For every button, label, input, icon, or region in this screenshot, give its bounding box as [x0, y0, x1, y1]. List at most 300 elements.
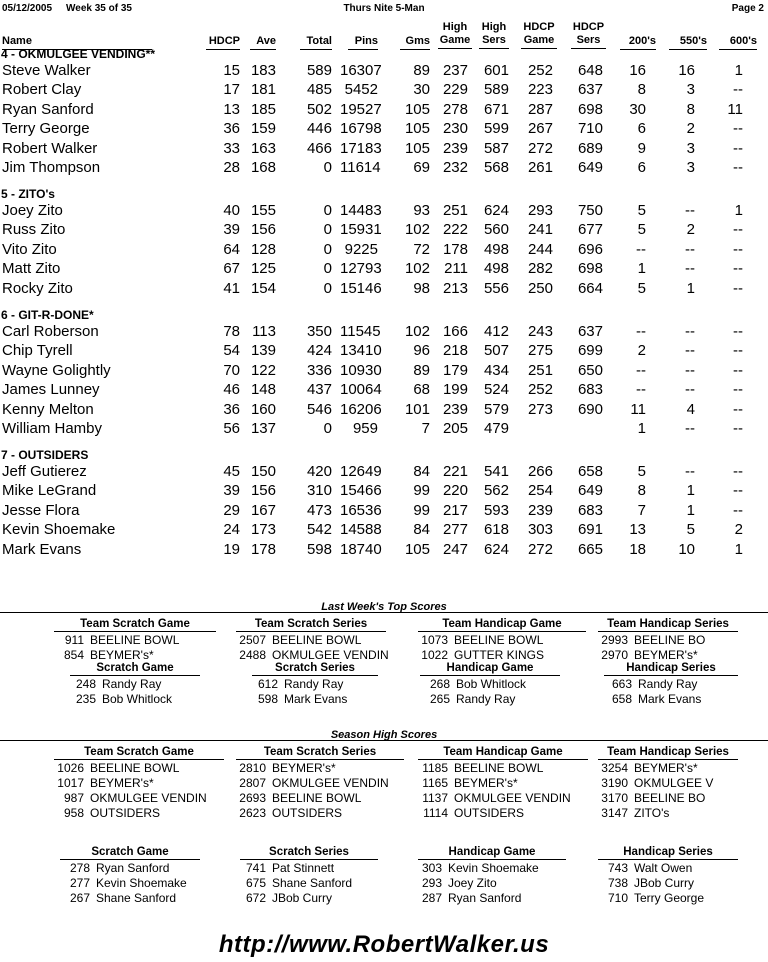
cell-pins: 11614: [340, 159, 381, 176]
score-row: [240, 876, 378, 891]
cell-ave: 168: [250, 159, 276, 176]
cell-hcg: 273: [527, 400, 553, 418]
cell-ave: 150: [250, 463, 276, 480]
cell-c600: 1: [734, 540, 743, 558]
score-value: 1165: [422, 776, 448, 790]
cell-ave: 137: [250, 420, 276, 437]
score-block: [598, 618, 738, 663]
cell-c550: 3: [686, 139, 695, 157]
cell-pins: 10930: [340, 361, 382, 379]
cell-pins: 16536: [340, 501, 382, 519]
cell-c550: 5: [686, 521, 695, 539]
cell-hcs: 691: [577, 521, 603, 539]
score-value: 303: [421, 861, 442, 875]
cell-hcs: 690: [577, 400, 603, 418]
score-value: 1114: [423, 806, 448, 820]
score-holder: BEYMER's*: [634, 648, 698, 662]
cell-gms: 99: [413, 482, 430, 500]
cell-hcs: 665: [577, 540, 603, 558]
cell-ave: 167: [250, 501, 276, 519]
cell-hdcp: 46: [223, 381, 240, 399]
col-high-series-line1: High: [481, 21, 507, 33]
cell-hg: 217: [442, 501, 468, 519]
score-value: 248: [75, 677, 96, 691]
cell-gms: 99: [413, 501, 430, 519]
player-name: Kenny Melton: [2, 400, 94, 418]
cell-hcg: 243: [527, 323, 553, 340]
cell-pins: 10064: [340, 381, 382, 399]
col-total: Total: [300, 35, 332, 50]
cell-hg: 205: [442, 420, 468, 437]
cell-c600: --: [733, 400, 743, 418]
cell-hs: 507: [483, 342, 509, 360]
cell-c550: 8: [686, 100, 695, 118]
score-holder: BEELINE BO: [634, 633, 706, 647]
cell-hg: 277: [442, 521, 468, 539]
cell-hcg: 272: [527, 540, 553, 558]
cell-c550: --: [685, 240, 695, 258]
cell-hcs: 698: [577, 260, 603, 278]
cell-hg: 166: [442, 323, 468, 340]
cell-c600: --: [733, 81, 743, 99]
cell-c600: --: [733, 323, 743, 340]
cell-hg: 229: [442, 81, 468, 99]
score-holder: OKMULGEE VENDIN: [272, 648, 389, 662]
cell-hs: 541: [483, 463, 509, 480]
score-row: [54, 633, 216, 648]
cell-hcs: 683: [577, 381, 603, 399]
score-holder: Bob Whitlock: [456, 677, 527, 691]
cell-total: 598: [306, 540, 332, 558]
score-block: [240, 846, 378, 906]
cell-c200: --: [636, 381, 646, 399]
score-value: 267: [69, 891, 90, 905]
cell-hdcp: 39: [223, 221, 240, 239]
player-name: William Hamby: [2, 420, 103, 437]
table-row: [0, 381, 768, 400]
table-row: [0, 202, 768, 221]
cell-hcg: 303: [527, 521, 553, 539]
cell-c200: 5: [637, 463, 646, 480]
col-hdcp-series-line1: HDCP: [572, 21, 605, 33]
cell-hg: 239: [442, 139, 468, 157]
score-row: [54, 648, 216, 663]
cell-c200: 11: [630, 400, 646, 418]
table-row: [0, 541, 768, 560]
cell-gms: 84: [413, 463, 430, 480]
cell-hg: 178: [442, 240, 468, 258]
score-holder: BEELINE BO: [634, 791, 706, 805]
cell-gms: 101: [404, 400, 430, 418]
table-row: [0, 280, 768, 299]
score-holder: OUTSIDERS: [454, 806, 525, 820]
score-holder: Joey Zito: [448, 876, 497, 890]
score-row: [418, 633, 586, 648]
player-name: Kevin Shoemake: [2, 521, 116, 539]
player-name: Rocky Zito: [2, 279, 73, 297]
score-block: [604, 662, 738, 707]
cell-hcg: 239: [527, 501, 553, 519]
player-name: Jim Thompson: [2, 159, 101, 176]
cell-ave: 183: [250, 62, 276, 79]
cell-c550: 1: [686, 279, 695, 297]
score-holder: Walt Owen: [634, 861, 693, 875]
score-row: [598, 791, 738, 806]
player-name: Mark Evans: [2, 540, 82, 558]
cell-c200: 13: [629, 521, 646, 539]
cell-hs: 560: [483, 221, 509, 239]
cell-gms: 102: [404, 221, 430, 239]
cell-hdcp: 29: [223, 501, 240, 519]
score-row: [252, 677, 378, 692]
score-holder: OUTSIDERS: [90, 806, 161, 820]
cell-hg: 278: [442, 100, 468, 118]
score-block: [598, 746, 738, 821]
score-holder: BEYMER's*: [634, 761, 698, 775]
cell-pins: 13410: [340, 342, 382, 360]
score-holder: Ryan Sanford: [96, 861, 170, 875]
cell-c550: 3: [686, 159, 695, 176]
cell-hcg: 282: [527, 260, 553, 278]
cell-hg: 218: [442, 342, 468, 360]
cell-pins: 12793: [340, 260, 382, 278]
cell-hg: 220: [442, 482, 468, 500]
cell-hdcp: 17: [223, 81, 240, 99]
cell-ave: 113: [252, 323, 276, 340]
score-holder: Shane Sanford: [96, 891, 177, 905]
cell-total: 336: [306, 361, 332, 379]
cell-c550: 10: [678, 540, 695, 558]
score-holder: OKMULGEE V: [634, 776, 714, 790]
cell-hg: 237: [442, 62, 468, 79]
cell-hdcp: 33: [223, 139, 240, 157]
cell-pins: 15466: [340, 482, 382, 500]
report-date: 05/12/2005: [2, 3, 53, 14]
score-row: [60, 861, 200, 876]
score-holder: Mark Evans: [284, 692, 348, 706]
cell-c550: 1: [686, 482, 695, 500]
table-row: [0, 521, 768, 540]
cell-ave: 122: [250, 361, 276, 379]
cell-c600: 2: [734, 521, 743, 539]
cell-hcg: 261: [527, 159, 553, 176]
score-value: 2810: [239, 761, 266, 775]
cell-c200: --: [636, 323, 646, 340]
score-row: [598, 633, 738, 648]
table-row: [0, 401, 768, 420]
cell-pins: 16206: [340, 400, 382, 418]
cell-total: 473: [306, 501, 332, 519]
col-gms: Gms: [400, 35, 430, 50]
col-high-series: [479, 21, 509, 49]
score-row: [236, 776, 404, 791]
cell-c550: 1: [686, 501, 695, 519]
cell-c200: --: [636, 361, 646, 379]
cell-c600: --: [733, 221, 743, 239]
cell-hs: 498: [483, 260, 509, 278]
cell-hdcp: 56: [223, 420, 240, 437]
cell-total: 542: [306, 521, 332, 539]
cell-hdcp: 13: [223, 100, 240, 118]
score-holder: JBob Curry: [272, 891, 333, 905]
cell-c200: 9: [637, 139, 646, 157]
cell-c550: --: [685, 463, 695, 480]
cell-total: 485: [306, 81, 332, 99]
score-value: 2993: [601, 633, 628, 647]
score-value: 3254: [601, 761, 628, 775]
cell-hcs: 648: [577, 62, 603, 79]
score-value: 277: [69, 876, 90, 890]
score-block-title: Handicap Game: [418, 846, 566, 860]
cell-gms: 89: [413, 361, 430, 379]
score-row: [240, 891, 378, 906]
cell-c600: --: [733, 139, 743, 157]
cell-c200: 2: [637, 342, 646, 360]
cell-c600: --: [733, 482, 743, 500]
cell-pins: 18740: [340, 540, 382, 558]
table-row: [0, 362, 768, 381]
score-block: [54, 618, 216, 663]
cell-gms: 105: [404, 540, 430, 558]
score-value: 2970: [601, 648, 628, 662]
score-row: [54, 806, 224, 821]
cell-hcg: 250: [527, 279, 553, 297]
cell-hcs: 750: [577, 202, 603, 219]
cell-hg: 247: [442, 540, 468, 558]
cell-hs: 618: [483, 521, 509, 539]
cell-hcs: 677: [577, 221, 603, 239]
cell-total: 0: [323, 221, 332, 239]
col-name: Name: [2, 35, 152, 50]
cell-hg: 239: [442, 400, 468, 418]
score-holder: OKMULGEE VENDIN: [90, 791, 207, 805]
cell-pins: 11545: [340, 323, 381, 340]
score-value: 672: [245, 891, 266, 905]
score-value: 3170: [601, 791, 628, 805]
score-value: 958: [63, 806, 84, 820]
cell-hdcp: 39: [223, 482, 240, 500]
cell-c600: --: [733, 361, 743, 379]
cell-hs: 601: [483, 62, 509, 79]
cell-hcg: 266: [527, 463, 553, 480]
score-block-title: Team Scratch Series: [236, 746, 404, 760]
cell-hs: 589: [483, 81, 509, 99]
cell-hg: 221: [442, 463, 468, 480]
cell-hcg: 252: [527, 62, 553, 79]
cell-c600: --: [733, 463, 743, 480]
score-row: [418, 861, 566, 876]
score-holder: GUTTER KINGS: [454, 648, 545, 662]
score-holder: OUTSIDERS: [272, 806, 343, 820]
score-row: [236, 791, 404, 806]
cell-hcs: 696: [577, 240, 603, 258]
col-high-game-line2: Game: [439, 34, 471, 46]
score-row: [54, 791, 224, 806]
score-block: [598, 846, 738, 906]
score-row: [240, 861, 378, 876]
score-row: [418, 648, 586, 663]
cell-hg: 251: [442, 202, 468, 219]
score-block-title: Scratch Series: [252, 662, 378, 676]
player-name: James Lunney: [2, 381, 100, 399]
cell-c200: 5: [637, 221, 646, 239]
footer-url: http://www.RobertWalker.us: [218, 931, 550, 958]
cell-c550: --: [685, 260, 695, 278]
score-value: 675: [245, 876, 266, 890]
score-row: [236, 806, 404, 821]
player-name: Wayne Golightly: [2, 361, 111, 379]
score-row: [60, 876, 200, 891]
cell-hcs: 649: [577, 159, 603, 176]
table-row: [0, 241, 768, 260]
cell-gms: 105: [404, 139, 430, 157]
cell-hcg: 267: [527, 120, 553, 138]
player-name: Mike LeGrand: [2, 482, 97, 500]
team-header: 6 - GIT-R-DONE*: [1, 308, 94, 322]
score-block: [236, 618, 389, 663]
score-holder: BEELINE BOWL: [90, 761, 180, 775]
cell-hs: 562: [483, 482, 509, 500]
cell-hdcp: 36: [223, 120, 240, 138]
cell-hdcp: 64: [223, 240, 240, 258]
score-block-title: Team Handicap Series: [598, 618, 738, 632]
cell-pins: 9225: [344, 240, 378, 258]
cell-hcs: 664: [577, 279, 603, 297]
player-name: Russ Zito: [2, 221, 66, 239]
score-block: [60, 846, 200, 906]
score-row: [598, 861, 738, 876]
score-row: [598, 648, 738, 663]
cell-hs: 434: [483, 361, 509, 379]
score-holder: Terry George: [634, 891, 705, 905]
cell-pins: 14483: [340, 202, 382, 219]
cell-total: 0: [323, 279, 332, 297]
page-number: Page 2: [731, 3, 764, 14]
score-value: 710: [607, 891, 628, 905]
score-block: [252, 662, 378, 707]
cell-total: 502: [306, 100, 332, 118]
score-row: [598, 761, 738, 776]
player-name: Terry George: [2, 120, 90, 138]
score-row: [598, 891, 738, 906]
col-high-series-line2: Sers: [482, 34, 506, 46]
player-name: Ryan Sanford: [2, 100, 94, 118]
cell-pins: 19527: [340, 100, 382, 118]
cell-gms: 96: [413, 342, 430, 360]
score-holder: Shane Sanford: [272, 876, 353, 890]
cell-pins: 959: [352, 420, 378, 437]
cell-hs: 624: [483, 540, 509, 558]
cell-hcs: 699: [577, 342, 603, 360]
score-value: 3190: [601, 776, 628, 790]
col-hdcp-series-line2: Sers: [576, 34, 601, 46]
cell-ave: 148: [250, 381, 276, 399]
score-row: [54, 776, 224, 791]
cell-pins: 5452: [344, 81, 378, 99]
cell-gms: 98: [413, 279, 430, 297]
score-row: [236, 761, 404, 776]
cell-hs: 524: [483, 381, 509, 399]
cell-hdcp: 54: [223, 342, 240, 360]
cell-hcg: 252: [527, 381, 553, 399]
table-row: [0, 140, 768, 159]
score-row: [418, 891, 566, 906]
score-row: [418, 761, 588, 776]
cell-c200: 5: [637, 202, 646, 219]
cell-hs: 498: [483, 240, 509, 258]
cell-hg: 230: [442, 120, 468, 138]
score-holder: OKMULGEE VENDIN: [454, 791, 571, 805]
cell-ave: 181: [250, 81, 276, 99]
cell-hdcp: 36: [223, 400, 240, 418]
cell-gms: 84: [413, 521, 430, 539]
score-block-title: Scratch Series: [240, 846, 378, 860]
cell-total: 0: [323, 420, 332, 437]
cell-hdcp: 40: [223, 202, 240, 219]
cell-total: 546: [306, 400, 332, 418]
score-row: [236, 633, 386, 648]
team-header: 5 - ZITO's: [1, 187, 55, 201]
player-name: Matt Zito: [2, 260, 61, 278]
score-block-title: Team Handicap Series: [598, 746, 738, 760]
cell-hg: 179: [442, 361, 468, 379]
cell-hcg: 293: [527, 202, 553, 219]
cell-c550: --: [685, 361, 695, 379]
cell-gms: 30: [413, 81, 430, 99]
cell-hdcp: 15: [223, 62, 240, 79]
cell-hdcp: 70: [223, 361, 240, 379]
score-holder: Randy Ray: [284, 677, 344, 691]
cell-hs: 579: [483, 400, 509, 418]
score-row: [598, 776, 738, 791]
cell-c550: 3: [686, 81, 695, 99]
season-high-title: Season High Scores: [330, 729, 438, 741]
score-row: [418, 806, 588, 821]
cell-hcg: 254: [527, 482, 553, 500]
score-holder: Kevin Shoemake: [448, 861, 539, 875]
score-block-title: Team Scratch Game: [54, 746, 224, 760]
score-holder: JBob Curry: [634, 876, 695, 890]
cell-hdcp: 41: [223, 279, 240, 297]
cell-hs: 479: [483, 420, 509, 437]
cell-hg: 199: [442, 381, 468, 399]
score-value: 265: [429, 692, 450, 706]
col-high-game-line1: High: [442, 21, 468, 33]
table-row: [0, 221, 768, 240]
table-row: [0, 342, 768, 361]
table-row: [0, 502, 768, 521]
table-row: [0, 323, 768, 342]
table-row: [0, 420, 768, 439]
cell-c200: 30: [629, 100, 646, 118]
score-block-title: Team Handicap Game: [418, 618, 586, 632]
cell-c550: --: [685, 323, 695, 340]
cell-hcg: 275: [527, 342, 553, 360]
cell-c550: 16: [678, 62, 695, 79]
cell-total: 420: [306, 463, 332, 480]
cell-c550: 2: [686, 221, 695, 239]
score-value: 911: [64, 633, 84, 647]
cell-gms: 102: [404, 260, 430, 278]
cell-c200: 8: [637, 81, 646, 99]
col-hdcp: HDCP: [206, 35, 240, 50]
cell-c200: 16: [629, 62, 646, 79]
score-row: [70, 677, 200, 692]
player-name: Joey Zito: [2, 202, 63, 219]
cell-total: 0: [323, 202, 332, 219]
score-value: 854: [63, 648, 84, 662]
cell-gms: 68: [413, 381, 430, 399]
